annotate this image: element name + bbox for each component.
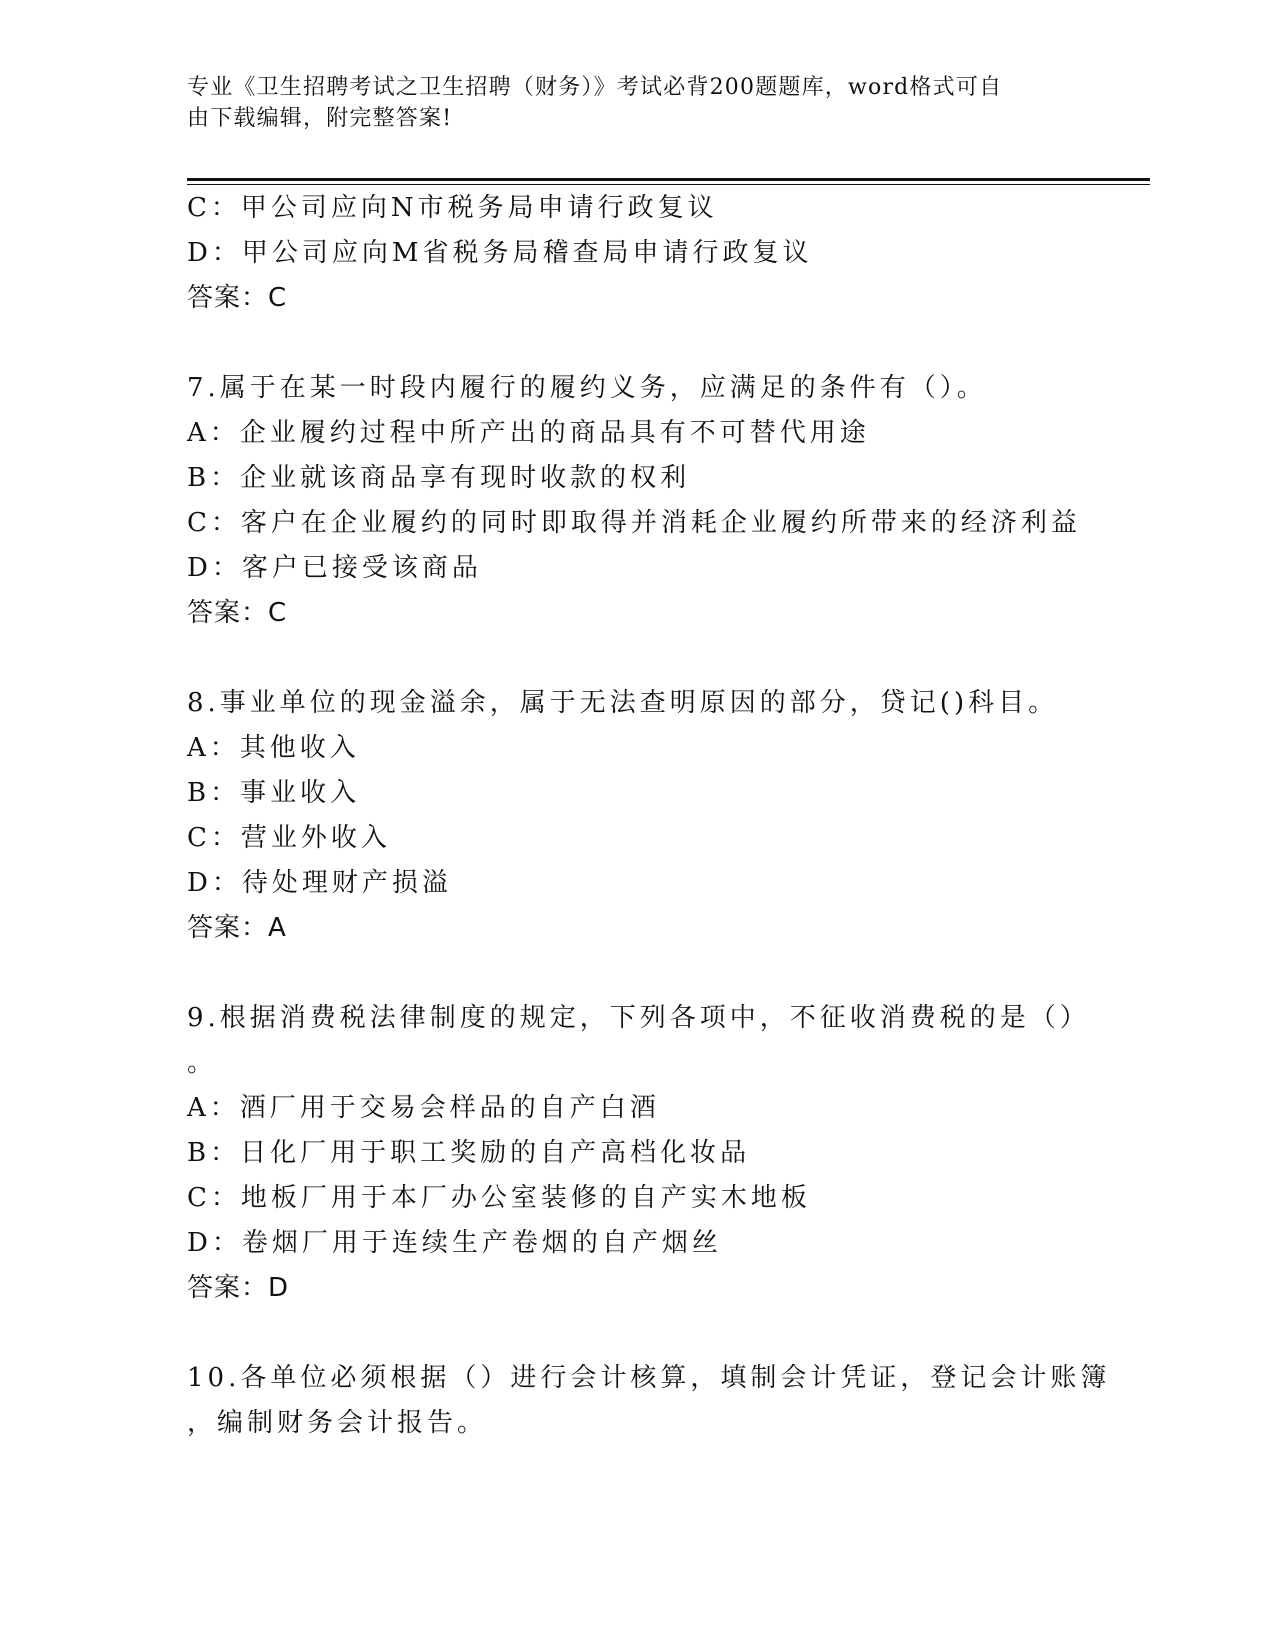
q9-option-c: C：地板厂用于本厂办公室装修的自产实木地板 — [187, 1183, 811, 1213]
q9-answer: 答案：D — [187, 1273, 290, 1303]
q9-option-b: B：日化厂用于职工奖励的自产高档化妆品 — [187, 1138, 751, 1168]
q7-option-b: B：企业就该商品享有现时收款的权利 — [187, 463, 691, 493]
q6-answer: 答案：C — [187, 283, 288, 313]
q9-option-a: A：酒厂用于交易会样品的自产白酒 — [187, 1093, 660, 1123]
q10-question-line-1: 10.各单位必须根据（）进行会计核算，填制会计凭证，登记会计账簿 — [187, 1363, 1111, 1393]
q8-option-b: B：事业收入 — [187, 778, 361, 808]
q9-question-line-1: 9.根据消费税法律制度的规定，下列各项中，不征收消费税的是（） — [187, 1003, 1090, 1033]
q8-question: 8.事业单位的现金溢余，属于无法查明原因的部分，贷记()科目。 — [187, 688, 1059, 718]
q8-option-c: C：营业外收入 — [187, 823, 391, 853]
q8-answer: 答案：A — [187, 913, 287, 943]
q7-question: 7.属于在某一时段内履行的履约义务，应满足的条件有（）。 — [187, 373, 987, 403]
header-divider-thin — [187, 184, 1150, 185]
q6-option-d: D：甲公司应向M省税务局稽查局申请行政复议 — [187, 238, 813, 268]
q7-answer: 答案：C — [187, 598, 288, 628]
q7-option-a: A：企业履约过程中所产出的商品具有不可替代用途 — [187, 418, 870, 448]
q6-option-c: C：甲公司应向N市税务局申请行政复议 — [187, 193, 718, 223]
q8-option-a: A：其他收入 — [187, 733, 360, 763]
header-line-2: 由下载编辑，附完整答案! — [187, 106, 453, 131]
q8-option-d: D：待处理财产损溢 — [187, 868, 452, 898]
document-header — [187, 72, 1087, 134]
q9-question-line-2: 。 — [187, 1048, 218, 1078]
q7-option-d: D：客户已接受该商品 — [187, 553, 482, 583]
header-divider-thick — [187, 178, 1150, 181]
header-line-1: 专业《卫生招聘考试之卫生招聘（财务）》考试必背200题题库，word格式可自 — [187, 75, 1003, 100]
q10-question-line-2: ，编制财务会计报告。 — [187, 1408, 488, 1438]
q9-option-d: D：卷烟厂用于连续生产卷烟的自产烟丝 — [187, 1228, 722, 1258]
q7-option-c: C：客户在企业履约的同时即取得并消耗企业履约所带来的经济利益 — [187, 508, 1081, 538]
